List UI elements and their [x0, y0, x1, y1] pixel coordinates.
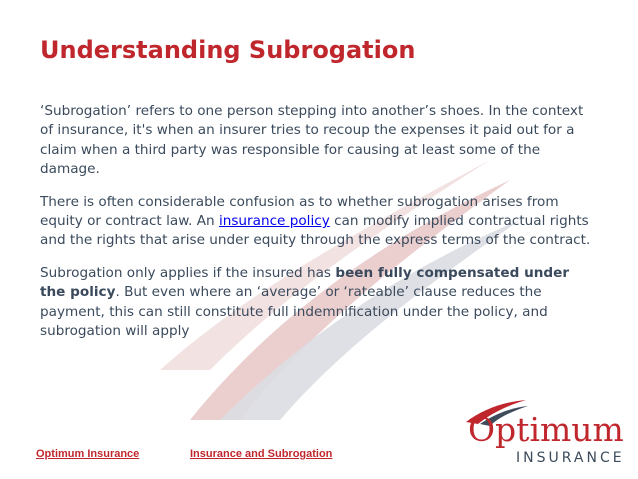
- logo-wordmark: Optimum: [468, 410, 624, 449]
- paragraph-equity-contract: [40, 193, 596, 251]
- paragraph-equity-text-start: There is often considerable confusion as to whether subrogation arises from equity or contract law. An: [40, 193, 559, 230]
- insurance-policy-link[interactable]: insurance policy: [218, 213, 330, 230]
- paragraph-compensation-text-start: Subrogation only applies if the insured has: [40, 264, 336, 281]
- slide-body: [40, 102, 596, 354]
- paragraph-full-compensation: [40, 264, 596, 342]
- emphasis-fully-compensated: been fully compensated under the policy: [40, 264, 570, 301]
- paragraph-equity-text-end: can modify implied contractual rights and the rights that arise under equity through the express terms of the contract.: [40, 213, 591, 249]
- footer-insurance-subrogation-link[interactable]: Insurance and Subrogation: [190, 448, 333, 460]
- optimum-insurance-logo: [462, 410, 625, 470]
- paragraph-compensation-text-end: . But even where an ‘average’ or ‘rateable’ clause reduces the payment, this can still constitute full indemnification under the policy, and subrogation will apply: [40, 284, 548, 340]
- slide-title: Understanding Subrogation: [40, 36, 416, 64]
- logo-subtitle: INSURANCE: [516, 450, 625, 466]
- paragraph-definition: ‘Subrogation’ refers to one person stepping into another’s shoes. In the context of insurance, it's when an insurer tries to recoup the expenses it paid out for a claim when a third party was responsible for causing at least some of the damage.: [40, 103, 584, 178]
- footer-optimum-insurance-link[interactable]: Optimum Insurance: [36, 448, 140, 460]
